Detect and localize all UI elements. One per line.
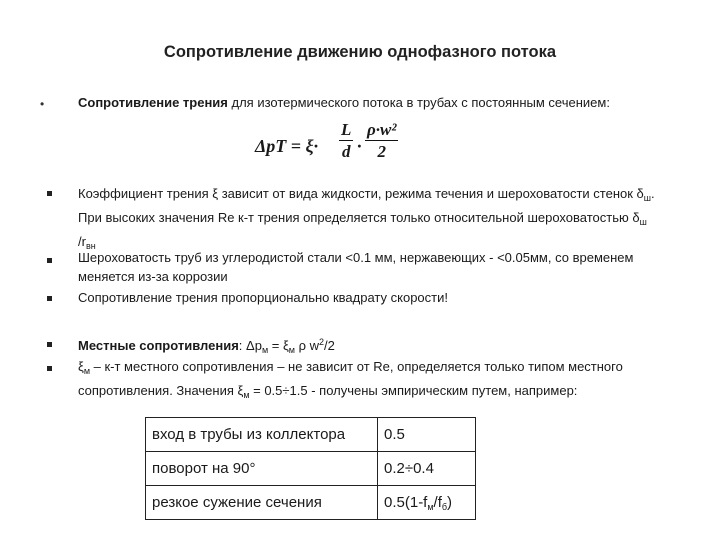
friction-formula: [255, 117, 415, 173]
coef-sub1: ш: [643, 193, 652, 203]
table-cell-value: [378, 486, 476, 520]
value-part2: /f: [433, 493, 442, 511]
fraction-rho-w2-den: 2: [377, 142, 386, 161]
bullet-square: [47, 366, 52, 371]
local-coefficient-text: [78, 357, 658, 405]
formula-lhs: ΔpТ = ξ·: [255, 136, 319, 156]
local-sup: 2: [318, 337, 324, 347]
xi-symbol: ξ: [78, 359, 84, 374]
fraction-l-d-den: d: [341, 142, 351, 161]
coef-sub2: ш: [639, 217, 647, 227]
table-row: [146, 486, 476, 520]
coef-part1: Коэффициент трения ξ зависит от вида жидкости, режима течения и шероховатости стенок δ: [78, 186, 644, 201]
friction-definition: [78, 93, 618, 112]
local-part4: /2: [323, 338, 335, 353]
local-part2: = ξ: [268, 338, 289, 353]
quadratic-text: Сопротивление трения пропорционально квадрату скорости!: [78, 290, 448, 305]
roughness-text: Шероховатость труб из углеродистой стали <0.1 мм, нержавеющих - <0.05мм, со временем меняется из-за коррозии: [78, 250, 634, 284]
local-resistance-text: [78, 333, 658, 360]
fraction-rho-w2-num: ρ·w²: [367, 120, 397, 139]
fraction-l-d-num: L: [341, 120, 352, 139]
local-part1: : Δр: [238, 338, 262, 353]
table-row: [146, 418, 476, 452]
coef-sub3: вн: [85, 241, 96, 251]
bullet-square: [47, 342, 52, 347]
friction-term: Сопротивление трения: [78, 95, 228, 110]
table-row: [146, 452, 476, 486]
coef-part3: /r: [78, 234, 86, 249]
value-part1: 0.5(1-f: [384, 493, 428, 511]
local-term: Местные сопротивления: [78, 338, 239, 353]
value-sub1: м: [427, 501, 434, 512]
friction-coefficient-text: [78, 184, 658, 256]
slide-title: Сопротивление движению однофазного потока: [163, 43, 557, 61]
local-resistance-table: [145, 417, 476, 520]
fraction-l-d: [339, 119, 353, 162]
bullet-square: [47, 296, 52, 301]
local-part3: ρ w: [294, 338, 319, 353]
xi-sub2: м: [243, 390, 250, 400]
fraction-rho-w2: [365, 119, 398, 162]
xi-part2: = 0.5÷1.5 - получены эмпирическим путем, например:: [249, 383, 578, 398]
table-cell-name: резкое сужение сечения: [146, 486, 378, 520]
table-cell-value: 0.5: [378, 418, 476, 452]
bullet-dot: •: [40, 97, 45, 111]
value-sub2: б: [441, 501, 448, 512]
bullet-square: [47, 258, 52, 263]
friction-rest: для изотермического потока в трубах с постоянным сечением:: [227, 95, 610, 110]
table-cell-value: 0.2÷0.4: [378, 452, 476, 486]
value-part3: ): [447, 493, 453, 511]
xi-part1: – к-т местного сопротивления – не зависит от Re, определяется только типом местного сопротивления. Значения ξ: [78, 359, 623, 398]
bullet-square: [47, 191, 52, 196]
table-cell-name: вход в трубы из коллектора: [146, 418, 378, 452]
local-sub1: м: [261, 345, 269, 355]
formula-dot: ·: [357, 136, 362, 156]
coef-part2: . При высоких значения Re к-т трения определяется только относительной шероховатостью δ: [78, 186, 655, 225]
local-sub2: м: [288, 345, 295, 355]
xi-sub: м: [83, 366, 91, 376]
table-cell-name: поворот на 90°: [146, 452, 378, 486]
